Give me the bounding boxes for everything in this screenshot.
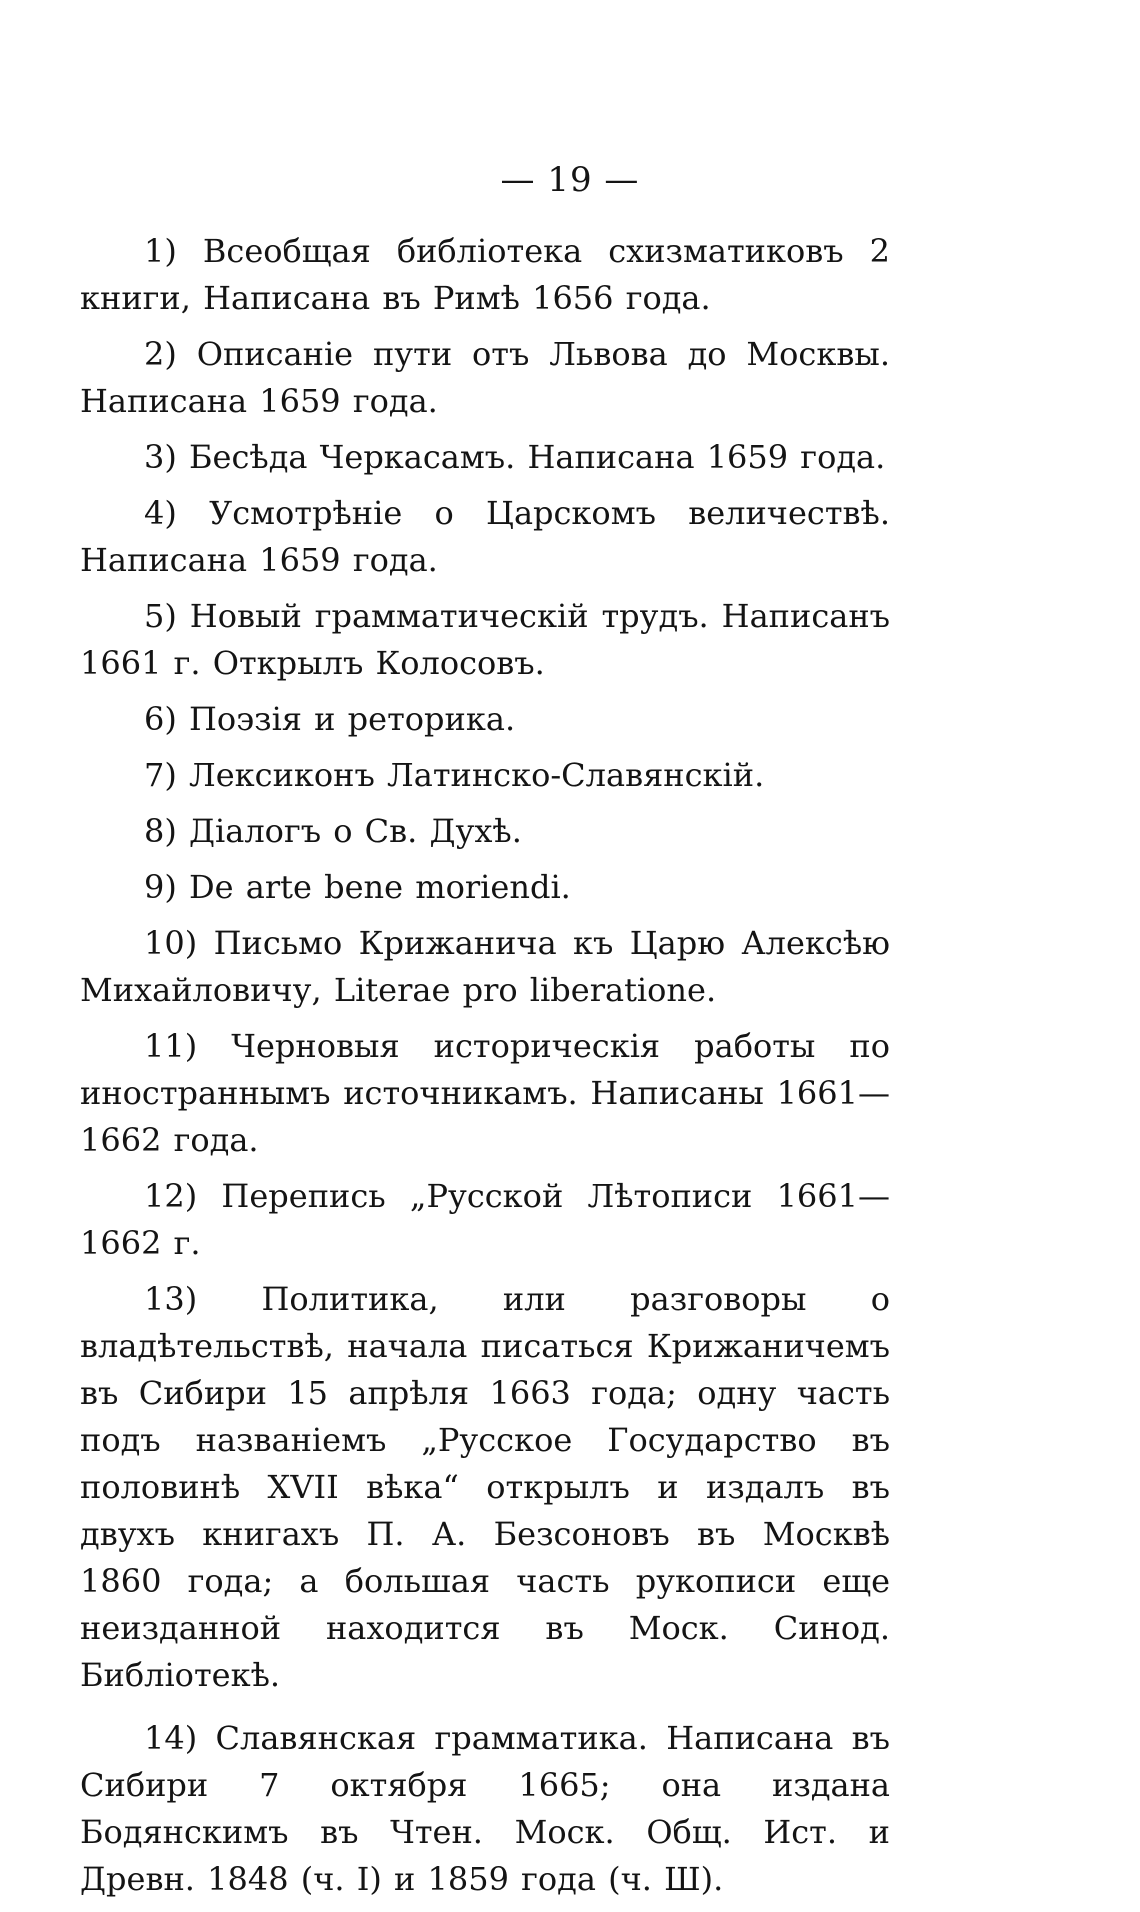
entry-number: 4) (144, 494, 177, 532)
entry-number: 2) (144, 335, 177, 373)
page-number: — 19 — (500, 160, 640, 200)
list-item-4 (80, 490, 890, 584)
entry-list (80, 228, 890, 1912)
entry-number: 1) (144, 232, 177, 270)
entry-text: De arte bene moriendi. (189, 868, 571, 906)
entry-text: Усмотрѣніе о Царскомъ величествѣ. Написана 1659 года. (80, 494, 891, 579)
entry-text: Перепись „Русской Лѣтописи 1661—1662 г. (80, 1177, 891, 1262)
list-item-12 (80, 1173, 890, 1267)
entry-number: 11) (144, 1027, 198, 1065)
entry-number: 8) (144, 812, 177, 850)
entry-number: 13) (144, 1280, 198, 1318)
entry-text: Бесѣда Черкасамъ. Написана 1659 года. (189, 438, 886, 476)
list-item-9 (80, 864, 890, 911)
list-item-3 (80, 434, 890, 481)
list-item-10 (80, 920, 890, 1014)
list-item-2 (80, 331, 890, 425)
list-item-6 (80, 696, 890, 743)
entry-number: 6) (144, 700, 177, 738)
entry-number: 10) (144, 924, 198, 962)
list-item-5 (80, 593, 890, 687)
list-item-11 (80, 1023, 890, 1164)
entry-number: 7) (144, 756, 177, 794)
entry-number: 12) (144, 1177, 198, 1215)
entry-text: Новый грамматическій трудъ. Написанъ 1661 г. Открылъ Колосовъ. (80, 597, 891, 682)
list-item-8 (80, 808, 890, 855)
entry-number: 5) (144, 597, 177, 635)
entry-number: 14) (144, 1719, 198, 1757)
list-item-14 (80, 1715, 890, 1903)
entry-text: Славянская грамматика. Написана въ Сибири 7 октября 1665; она издана Бодянскимъ въ Чтен. Моск. Общ. Ист. и Древн. 1848 (ч. I) и 1859 года (ч. Ш). (80, 1719, 891, 1898)
entry-text: Діалогъ о Св. Духѣ. (189, 812, 522, 850)
entry-text: Всеобщая библіотека схизматиковъ 2 книги, Написана въ Римѣ 1656 года. (80, 232, 891, 317)
list-item-7 (80, 752, 890, 799)
entry-text: Политика, или разговоры о владѣтельствѣ, начала писаться Крижаничемъ въ Сибири 15 апрѣля 1663 года; одну часть подъ названіемъ „Русское Государство въ половинѣ XVII вѣка“ открылъ и издалъ въ двухъ книгахъ П. А. Безсоновъ въ Москвѣ 1860 года; а большая часть рукописи еще неизданной находится въ Моск. Синод. Библіотекѣ. (80, 1280, 891, 1694)
list-item-1 (80, 228, 890, 322)
entry-text: Поэзія и реторика. (189, 700, 516, 738)
entry-number: 9) (144, 868, 177, 906)
list-item-13 (80, 1276, 890, 1699)
entry-text: Лексиконъ Латинско-Славянскій. (189, 756, 765, 794)
entry-number: 3) (144, 438, 177, 476)
entry-text: Письмо Крижанича къ Царю Алексѣю Михайловичу, Literae pro liberatione. (80, 924, 891, 1009)
entry-text: Черновыя историческія работы по иностраннымъ источникамъ. Написаны 1661—1662 года. (80, 1027, 891, 1159)
entry-text: Описаніе пути отъ Львова до Москвы. Написана 1659 года. (80, 335, 891, 420)
